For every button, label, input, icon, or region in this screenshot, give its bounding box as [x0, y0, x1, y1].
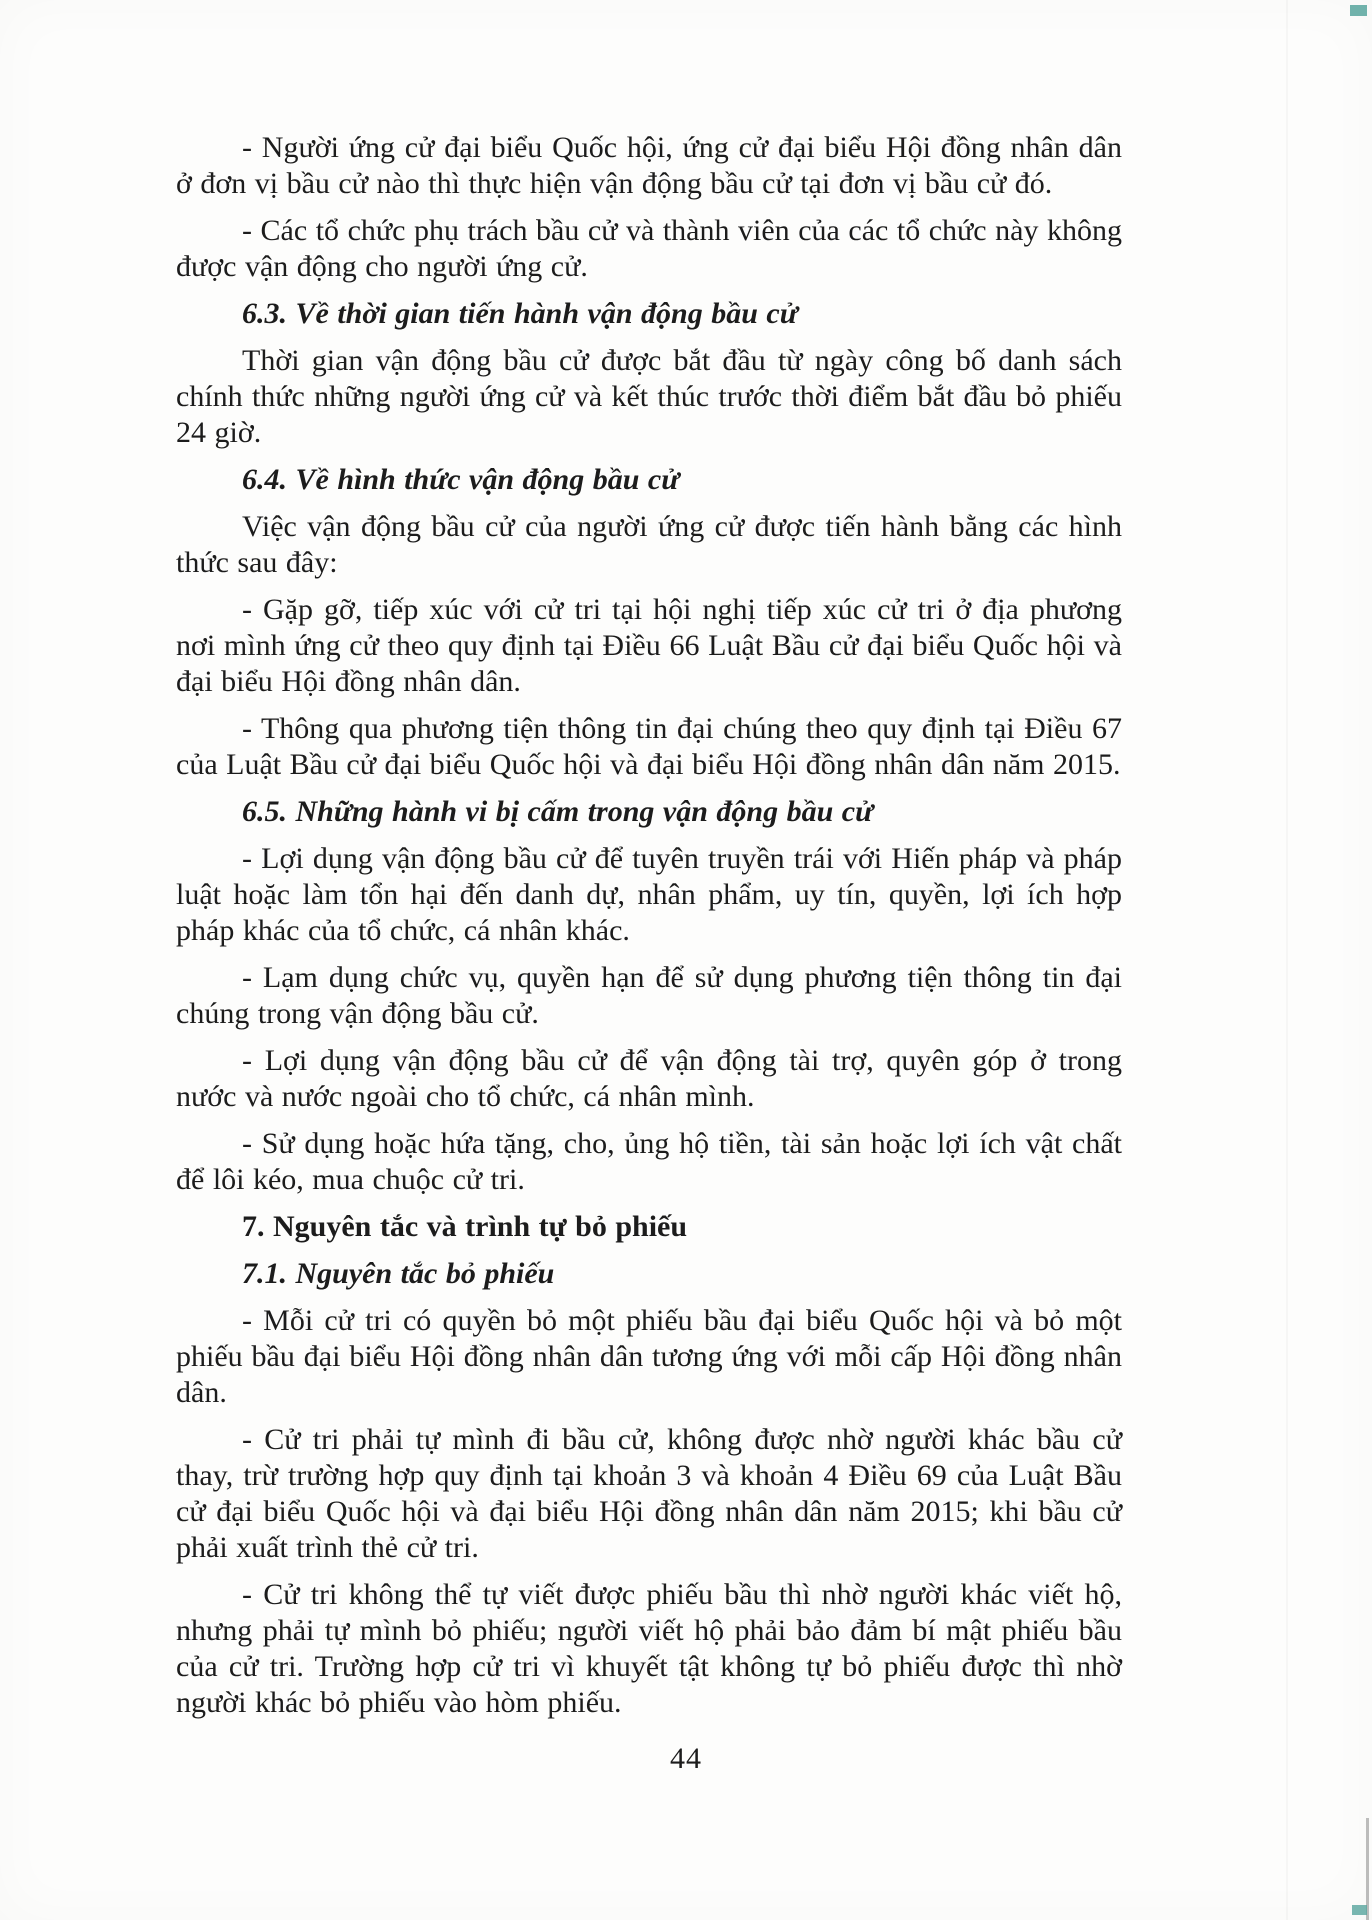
- section-heading: 6.4. Về hình thức vận động bầu cử: [242, 463, 680, 496]
- scan-corner-mark-bottom-right: [1352, 1905, 1367, 1915]
- paragraph: - Các tổ chức phụ trách bầu cử và thành viên của các tổ chức này không được vận động cho người ứng cử.: [176, 214, 1122, 283]
- paragraph: - Lợi dụng vận động bầu cử để tuyên truyền trái với Hiến pháp và pháp luật hoặc làm tổn hại đến danh dự, nhân phẩm, uy tín, quyền, lợi ích hợp pháp khác của tổ chức, cá nhân khác.: [176, 842, 1122, 947]
- document-content: [176, 130, 1122, 1732]
- paragraph: - Gặp gỡ, tiếp xúc với cử tri tại hội nghị tiếp xúc cử tri ở địa phương nơi mình ứng cử theo quy định tại Điều 66 Luật Bầu cử đại biểu Quốc hội và đại biểu Hội đồng nhân dân.: [176, 593, 1122, 698]
- paragraph: - Cử tri phải tự mình đi bầu cử, không được nhờ người khác bầu cử thay, trừ trường hợp quy định tại khoản 3 và khoản 4 Điều 69 của Luật Bầu cử đại biểu Quốc hội và đại biểu Hội đồng nhân dân năm 2015; khi bầu cử phải xuất trình thẻ cử tri.: [176, 1423, 1122, 1564]
- paragraph: - Mỗi cử tri có quyền bỏ một phiếu bầu đại biểu Quốc hội và bỏ một phiếu bầu đại biểu Hội đồng nhân dân tương ứng với mỗi cấp Hội đồng nhân dân.: [176, 1304, 1122, 1409]
- paragraph: - Lạm dụng chức vụ, quyền hạn để sử dụng phương tiện thông tin đại chúng trong vận động bầu cử.: [176, 961, 1122, 1030]
- paragraph: - Sử dụng hoặc hứa tặng, cho, ủng hộ tiền, tài sản hoặc lợi ích vật chất để lôi kéo, mua chuộc cử tri.: [176, 1127, 1122, 1196]
- paragraph: - Cử tri không thể tự viết được phiếu bầu thì nhờ người khác viết hộ, nhưng phải tự mình bỏ phiếu; người viết hộ phải bảo đảm bí mật phiếu bầu của cử tri. Trường hợp cử tri vì khuyết tật không tự bỏ phiếu được thì nhờ người khác bỏ phiếu vào hòm phiếu.: [176, 1578, 1122, 1719]
- page-number: 44: [670, 1742, 702, 1775]
- paragraph: - Lợi dụng vận động bầu cử để vận động tài trợ, quyên góp ở trong nước và nước ngoài cho tổ chức, cá nhân mình.: [176, 1044, 1122, 1113]
- section-heading: 7. Nguyên tắc và trình tự bỏ phiếu: [242, 1210, 688, 1243]
- section-heading: 7.1. Nguyên tắc bỏ phiếu: [242, 1257, 555, 1290]
- page-footer: [0, 1742, 1372, 1776]
- scan-streak-artifact: [1286, 0, 1288, 1920]
- paragraph: - Người ứng cử đại biểu Quốc hội, ứng cử đại biểu Hội đồng nhân dân ở đơn vị bầu cử nào thì thực hiện vận động bầu cử tại đơn vị bầu cử đó.: [176, 131, 1122, 200]
- section-heading: 6.3. Về thời gian tiến hành vận động bầu cử: [242, 297, 798, 330]
- paragraph: - Thông qua phương tiện thông tin đại chúng theo quy định tại Điều 67 của Luật Bầu cử đại biểu Quốc hội và đại biểu Hội đồng nhân dân năm 2015.: [176, 712, 1122, 781]
- paragraph: Thời gian vận động bầu cử được bắt đầu từ ngày công bố danh sách chính thức những người ứng cử và kết thúc trước thời điểm bắt đầu bỏ phiếu 24 giờ.: [176, 344, 1122, 449]
- scan-corner-mark-top-right: [1350, 5, 1367, 16]
- section-heading: 6.5. Những hành vi bị cấm trong vận động bầu cử: [242, 795, 874, 828]
- paragraph: Việc vận động bầu cử của người ứng cử được tiến hành bằng các hình thức sau đây:: [176, 510, 1122, 579]
